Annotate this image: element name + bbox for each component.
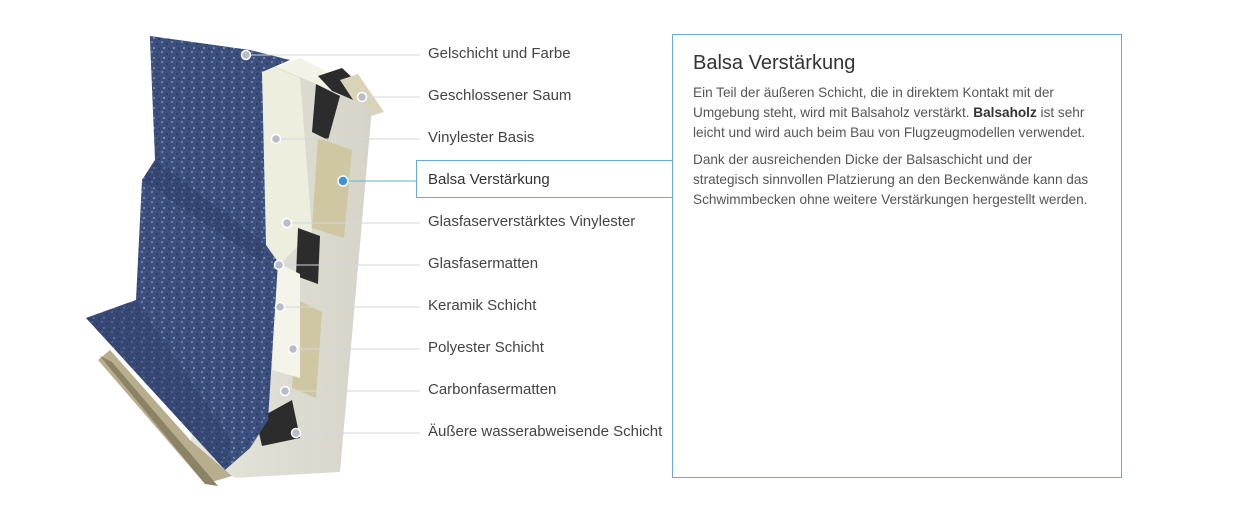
info-title: Balsa Verstärkung: [693, 52, 856, 74]
info-text-part: Ein Teil der äußeren Schicht, die in direktem Kontakt mit der Umgebung steht, wird mit Balsaholz verstärkt.: [693, 85, 1054, 120]
info-text-part: ist sehr leicht und wird auch beim Bau von Flugzeugmodellen verwendet.: [693, 105, 1086, 140]
layer-label-vinylester-basis[interactable]: Vinylester Basis: [428, 129, 535, 146]
layer-label-glasfaser-vinylester[interactable]: Glasfaserverstärktes Vinylester: [428, 213, 636, 230]
layer-label-gelschicht[interactable]: Gelschicht und Farbe: [428, 45, 571, 62]
layer-label-polyester[interactable]: Polyester Schicht: [428, 339, 544, 356]
layer-label-balsa[interactable]: Balsa Verstärkung: [428, 171, 550, 188]
layer-info-panel: [672, 34, 1122, 478]
layer-label-saum[interactable]: Geschlossener Saum: [428, 87, 572, 104]
info-bold-term: Balsaholz: [973, 105, 1037, 120]
layer-label-glasfasermatten[interactable]: Glasfasermatten: [428, 255, 539, 272]
info-paragraph-1: [693, 83, 1101, 143]
info-paragraph-2: Dank der ausreichenden Dicke der Balsaschicht und der strategisch sinnvollen Platzierung an den Beckenwände kann das Schwimmbecken ohne weitere Verstärkungen hergestellt werden.: [693, 152, 1089, 207]
layer-label-aussen[interactable]: Äußere wasserabweisende Schicht: [428, 423, 663, 440]
layer-label-carbonfaser[interactable]: Carbonfasermatten: [428, 381, 557, 398]
layer-label-keramik[interactable]: Keramik Schicht: [428, 297, 537, 314]
